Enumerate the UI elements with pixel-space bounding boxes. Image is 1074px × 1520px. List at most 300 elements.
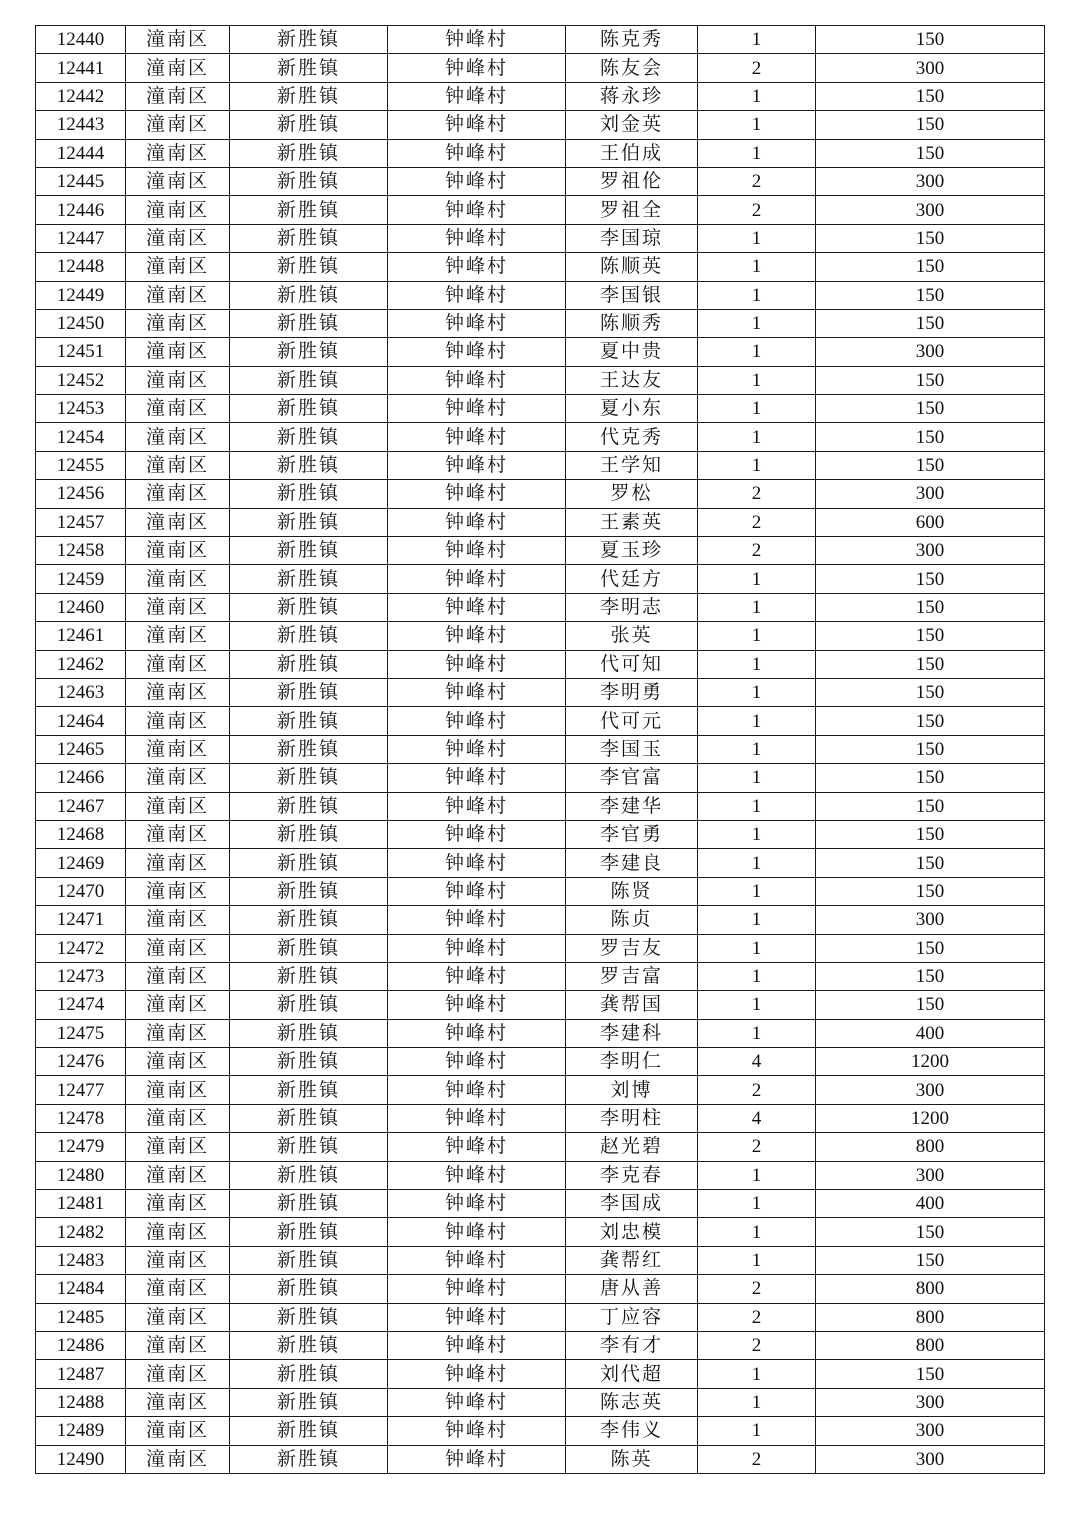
name-cell: 夏玉珍: [566, 537, 698, 565]
name-cell: 陈顺秀: [566, 309, 698, 337]
town-cell: 新胜镇: [230, 1275, 388, 1303]
count-cell: 1: [698, 877, 816, 905]
row-number-cell: 12473: [36, 962, 126, 990]
district-cell: 潼南区: [126, 1019, 230, 1047]
name-cell: 刘忠模: [566, 1218, 698, 1246]
table-row: [36, 792, 1045, 820]
village-cell: 钟峰村: [388, 593, 566, 621]
amount-cell: 300: [816, 1388, 1045, 1416]
row-number-cell: 12459: [36, 565, 126, 593]
row-number-cell: 12455: [36, 451, 126, 479]
name-cell: 李克春: [566, 1161, 698, 1189]
count-cell: 1: [698, 707, 816, 735]
district-cell: 潼南区: [126, 196, 230, 224]
row-number-cell: 12474: [36, 991, 126, 1019]
village-cell: 钟峰村: [388, 1104, 566, 1132]
row-number-cell: 12463: [36, 678, 126, 706]
count-cell: 1: [698, 962, 816, 990]
village-cell: 钟峰村: [388, 934, 566, 962]
town-cell: 新胜镇: [230, 1133, 388, 1161]
name-cell: 龚帮国: [566, 991, 698, 1019]
town-cell: 新胜镇: [230, 934, 388, 962]
count-cell: 2: [698, 1445, 816, 1473]
district-cell: 潼南区: [126, 565, 230, 593]
village-cell: 钟峰村: [388, 366, 566, 394]
count-cell: 1: [698, 309, 816, 337]
amount-cell: 150: [816, 1218, 1045, 1246]
table-row: [36, 820, 1045, 848]
count-cell: 1: [698, 991, 816, 1019]
town-cell: 新胜镇: [230, 678, 388, 706]
district-cell: 潼南区: [126, 451, 230, 479]
table-row: [36, 622, 1045, 650]
table-row: [36, 366, 1045, 394]
district-cell: 潼南区: [126, 1104, 230, 1132]
town-cell: 新胜镇: [230, 54, 388, 82]
amount-cell: 1200: [816, 1104, 1045, 1132]
name-cell: 李国成: [566, 1190, 698, 1218]
row-number-cell: 12477: [36, 1076, 126, 1104]
count-cell: 1: [698, 735, 816, 763]
village-cell: 钟峰村: [388, 1133, 566, 1161]
village-cell: 钟峰村: [388, 877, 566, 905]
village-cell: 钟峰村: [388, 1218, 566, 1246]
table-row: [36, 764, 1045, 792]
town-cell: 新胜镇: [230, 1360, 388, 1388]
name-cell: 李建科: [566, 1019, 698, 1047]
name-cell: 李明勇: [566, 678, 698, 706]
amount-cell: 400: [816, 1190, 1045, 1218]
amount-cell: 150: [816, 253, 1045, 281]
village-cell: 钟峰村: [388, 480, 566, 508]
row-number-cell: 12452: [36, 366, 126, 394]
name-cell: 李国玉: [566, 735, 698, 763]
amount-cell: 150: [816, 26, 1045, 54]
count-cell: 1: [698, 565, 816, 593]
village-cell: 钟峰村: [388, 1076, 566, 1104]
name-cell: 赵光碧: [566, 1133, 698, 1161]
row-number-cell: 12441: [36, 54, 126, 82]
row-number-cell: 12450: [36, 309, 126, 337]
count-cell: 1: [698, 395, 816, 423]
name-cell: 丁应容: [566, 1303, 698, 1331]
count-cell: 2: [698, 1303, 816, 1331]
village-cell: 钟峰村: [388, 991, 566, 1019]
town-cell: 新胜镇: [230, 508, 388, 536]
table-body: [36, 26, 1045, 1474]
town-cell: 新胜镇: [230, 1417, 388, 1445]
amount-cell: 150: [816, 366, 1045, 394]
count-cell: 1: [698, 338, 816, 366]
count-cell: 2: [698, 508, 816, 536]
name-cell: 李明仁: [566, 1048, 698, 1076]
district-cell: 潼南区: [126, 1360, 230, 1388]
town-cell: 新胜镇: [230, 735, 388, 763]
count-cell: 2: [698, 1076, 816, 1104]
name-cell: 李官富: [566, 764, 698, 792]
amount-cell: 150: [816, 82, 1045, 110]
district-cell: 潼南区: [126, 111, 230, 139]
town-cell: 新胜镇: [230, 423, 388, 451]
amount-cell: 300: [816, 537, 1045, 565]
table-row: [36, 167, 1045, 195]
count-cell: 4: [698, 1104, 816, 1132]
row-number-cell: 12447: [36, 224, 126, 252]
amount-cell: 800: [816, 1133, 1045, 1161]
village-cell: 钟峰村: [388, 1417, 566, 1445]
village-cell: 钟峰村: [388, 26, 566, 54]
amount-cell: 150: [816, 423, 1045, 451]
town-cell: 新胜镇: [230, 111, 388, 139]
district-cell: 潼南区: [126, 26, 230, 54]
amount-cell: 150: [816, 849, 1045, 877]
town-cell: 新胜镇: [230, 906, 388, 934]
row-number-cell: 12440: [36, 26, 126, 54]
amount-cell: 150: [816, 139, 1045, 167]
village-cell: 钟峰村: [388, 338, 566, 366]
amount-cell: 150: [816, 934, 1045, 962]
row-number-cell: 12485: [36, 1303, 126, 1331]
town-cell: 新胜镇: [230, 792, 388, 820]
row-number-cell: 12461: [36, 622, 126, 650]
name-cell: 陈顺英: [566, 253, 698, 281]
amount-cell: 150: [816, 1360, 1045, 1388]
count-cell: 2: [698, 1133, 816, 1161]
district-cell: 潼南区: [126, 366, 230, 394]
row-number-cell: 12462: [36, 650, 126, 678]
town-cell: 新胜镇: [230, 1104, 388, 1132]
table-row: [36, 1133, 1045, 1161]
district-cell: 潼南区: [126, 82, 230, 110]
amount-cell: 150: [816, 565, 1045, 593]
district-cell: 潼南区: [126, 707, 230, 735]
table-row: [36, 1076, 1045, 1104]
village-cell: 钟峰村: [388, 281, 566, 309]
table-row: [36, 1388, 1045, 1416]
district-cell: 潼南区: [126, 423, 230, 451]
amount-cell: 1200: [816, 1048, 1045, 1076]
name-cell: 王素英: [566, 508, 698, 536]
row-number-cell: 12475: [36, 1019, 126, 1047]
district-cell: 潼南区: [126, 1303, 230, 1331]
district-cell: 潼南区: [126, 1417, 230, 1445]
count-cell: 1: [698, 139, 816, 167]
table-row: [36, 877, 1045, 905]
village-cell: 钟峰村: [388, 1275, 566, 1303]
count-cell: 1: [698, 26, 816, 54]
town-cell: 新胜镇: [230, 196, 388, 224]
town-cell: 新胜镇: [230, 139, 388, 167]
district-cell: 潼南区: [126, 1331, 230, 1359]
row-number-cell: 12480: [36, 1161, 126, 1189]
count-cell: 2: [698, 167, 816, 195]
table-row: [36, 1417, 1045, 1445]
district-cell: 潼南区: [126, 764, 230, 792]
village-cell: 钟峰村: [388, 906, 566, 934]
town-cell: 新胜镇: [230, 309, 388, 337]
village-cell: 钟峰村: [388, 1303, 566, 1331]
name-cell: 陈英: [566, 1445, 698, 1473]
village-cell: 钟峰村: [388, 196, 566, 224]
town-cell: 新胜镇: [230, 224, 388, 252]
district-cell: 潼南区: [126, 1246, 230, 1274]
district-cell: 潼南区: [126, 1218, 230, 1246]
amount-cell: 800: [816, 1275, 1045, 1303]
village-cell: 钟峰村: [388, 224, 566, 252]
district-cell: 潼南区: [126, 934, 230, 962]
amount-cell: 300: [816, 906, 1045, 934]
town-cell: 新胜镇: [230, 167, 388, 195]
district-cell: 潼南区: [126, 253, 230, 281]
town-cell: 新胜镇: [230, 650, 388, 678]
table-row: [36, 593, 1045, 621]
row-number-cell: 12487: [36, 1360, 126, 1388]
table-row: [36, 423, 1045, 451]
district-cell: 潼南区: [126, 1048, 230, 1076]
village-cell: 钟峰村: [388, 82, 566, 110]
amount-cell: 150: [816, 111, 1045, 139]
town-cell: 新胜镇: [230, 1076, 388, 1104]
village-cell: 钟峰村: [388, 1360, 566, 1388]
row-number-cell: 12448: [36, 253, 126, 281]
table-row: [36, 508, 1045, 536]
district-cell: 潼南区: [126, 1161, 230, 1189]
row-number-cell: 12444: [36, 139, 126, 167]
name-cell: 李官勇: [566, 820, 698, 848]
row-number-cell: 12445: [36, 167, 126, 195]
count-cell: 1: [698, 1218, 816, 1246]
village-cell: 钟峰村: [388, 508, 566, 536]
village-cell: 钟峰村: [388, 1161, 566, 1189]
count-cell: 2: [698, 1331, 816, 1359]
town-cell: 新胜镇: [230, 82, 388, 110]
name-cell: 李明柱: [566, 1104, 698, 1132]
name-cell: 陈贞: [566, 906, 698, 934]
district-cell: 潼南区: [126, 962, 230, 990]
amount-cell: 150: [816, 877, 1045, 905]
table-row: [36, 678, 1045, 706]
district-cell: 潼南区: [126, 1133, 230, 1161]
town-cell: 新胜镇: [230, 1445, 388, 1473]
table-row: [36, 650, 1045, 678]
town-cell: 新胜镇: [230, 1019, 388, 1047]
row-number-cell: 12478: [36, 1104, 126, 1132]
town-cell: 新胜镇: [230, 338, 388, 366]
row-number-cell: 12443: [36, 111, 126, 139]
district-cell: 潼南区: [126, 906, 230, 934]
row-number-cell: 12483: [36, 1246, 126, 1274]
name-cell: 罗松: [566, 480, 698, 508]
name-cell: 李明志: [566, 593, 698, 621]
table-row: [36, 1331, 1045, 1359]
district-cell: 潼南区: [126, 593, 230, 621]
table-row: [36, 1104, 1045, 1132]
town-cell: 新胜镇: [230, 991, 388, 1019]
name-cell: 李有才: [566, 1331, 698, 1359]
table-row: [36, 934, 1045, 962]
row-number-cell: 12453: [36, 395, 126, 423]
village-cell: 钟峰村: [388, 309, 566, 337]
village-cell: 钟峰村: [388, 1331, 566, 1359]
district-cell: 潼南区: [126, 849, 230, 877]
town-cell: 新胜镇: [230, 26, 388, 54]
count-cell: 1: [698, 906, 816, 934]
row-number-cell: 12469: [36, 849, 126, 877]
row-number-cell: 12470: [36, 877, 126, 905]
count-cell: 1: [698, 423, 816, 451]
village-cell: 钟峰村: [388, 622, 566, 650]
name-cell: 陈贤: [566, 877, 698, 905]
table-row: [36, 196, 1045, 224]
row-number-cell: 12489: [36, 1417, 126, 1445]
amount-cell: 300: [816, 167, 1045, 195]
town-cell: 新胜镇: [230, 253, 388, 281]
village-cell: 钟峰村: [388, 707, 566, 735]
town-cell: 新胜镇: [230, 1246, 388, 1274]
row-number-cell: 12466: [36, 764, 126, 792]
count-cell: 1: [698, 253, 816, 281]
amount-cell: 150: [816, 622, 1045, 650]
town-cell: 新胜镇: [230, 1218, 388, 1246]
table-row: [36, 338, 1045, 366]
table-row: [36, 1161, 1045, 1189]
amount-cell: 300: [816, 480, 1045, 508]
town-cell: 新胜镇: [230, 1048, 388, 1076]
name-cell: 王学知: [566, 451, 698, 479]
district-cell: 潼南区: [126, 508, 230, 536]
amount-cell: 150: [816, 451, 1045, 479]
district-cell: 潼南区: [126, 167, 230, 195]
name-cell: 李建华: [566, 792, 698, 820]
district-cell: 潼南区: [126, 678, 230, 706]
row-number-cell: 12464: [36, 707, 126, 735]
row-number-cell: 12490: [36, 1445, 126, 1473]
table-row: [36, 537, 1045, 565]
amount-cell: 150: [816, 281, 1045, 309]
amount-cell: 150: [816, 650, 1045, 678]
count-cell: 1: [698, 678, 816, 706]
row-number-cell: 12458: [36, 537, 126, 565]
name-cell: 刘代超: [566, 1360, 698, 1388]
village-cell: 钟峰村: [388, 1246, 566, 1274]
amount-cell: 300: [816, 1161, 1045, 1189]
amount-cell: 300: [816, 54, 1045, 82]
name-cell: 李建良: [566, 849, 698, 877]
row-number-cell: 12481: [36, 1190, 126, 1218]
table-row: [36, 26, 1045, 54]
table-row: [36, 309, 1045, 337]
name-cell: 陈志英: [566, 1388, 698, 1416]
table-row: [36, 1218, 1045, 1246]
district-cell: 潼南区: [126, 1445, 230, 1473]
town-cell: 新胜镇: [230, 1190, 388, 1218]
district-cell: 潼南区: [126, 54, 230, 82]
village-cell: 钟峰村: [388, 1019, 566, 1047]
amount-cell: 300: [816, 196, 1045, 224]
amount-cell: 150: [816, 962, 1045, 990]
count-cell: 1: [698, 849, 816, 877]
district-cell: 潼南区: [126, 537, 230, 565]
amount-cell: 150: [816, 792, 1045, 820]
village-cell: 钟峰村: [388, 792, 566, 820]
district-cell: 潼南区: [126, 1190, 230, 1218]
name-cell: 李国琼: [566, 224, 698, 252]
row-number-cell: 12471: [36, 906, 126, 934]
village-cell: 钟峰村: [388, 1190, 566, 1218]
table-row: [36, 735, 1045, 763]
name-cell: 罗祖伦: [566, 167, 698, 195]
amount-cell: 150: [816, 309, 1045, 337]
row-number-cell: 12465: [36, 735, 126, 763]
name-cell: 罗祖全: [566, 196, 698, 224]
table-row: [36, 451, 1045, 479]
table-row: [36, 849, 1045, 877]
table-row: [36, 991, 1045, 1019]
village-cell: 钟峰村: [388, 565, 566, 593]
table-row: [36, 962, 1045, 990]
row-number-cell: 12472: [36, 934, 126, 962]
count-cell: 1: [698, 1360, 816, 1388]
count-cell: 1: [698, 366, 816, 394]
count-cell: 4: [698, 1048, 816, 1076]
count-cell: 1: [698, 820, 816, 848]
count-cell: 2: [698, 54, 816, 82]
count-cell: 1: [698, 792, 816, 820]
table-row: [36, 1445, 1045, 1473]
table-row: [36, 82, 1045, 110]
row-number-cell: 12460: [36, 593, 126, 621]
village-cell: 钟峰村: [388, 253, 566, 281]
town-cell: 新胜镇: [230, 480, 388, 508]
name-cell: 刘金英: [566, 111, 698, 139]
village-cell: 钟峰村: [388, 54, 566, 82]
district-cell: 潼南区: [126, 1076, 230, 1104]
village-cell: 钟峰村: [388, 735, 566, 763]
town-cell: 新胜镇: [230, 281, 388, 309]
name-cell: 陈友会: [566, 54, 698, 82]
name-cell: 代可知: [566, 650, 698, 678]
amount-cell: 800: [816, 1331, 1045, 1359]
village-cell: 钟峰村: [388, 537, 566, 565]
village-cell: 钟峰村: [388, 962, 566, 990]
count-cell: 1: [698, 650, 816, 678]
village-cell: 钟峰村: [388, 849, 566, 877]
amount-cell: 800: [816, 1303, 1045, 1331]
name-cell: 蒋永珍: [566, 82, 698, 110]
district-cell: 潼南区: [126, 792, 230, 820]
name-cell: 陈克秀: [566, 26, 698, 54]
count-cell: 1: [698, 1019, 816, 1047]
town-cell: 新胜镇: [230, 1388, 388, 1416]
village-cell: 钟峰村: [388, 167, 566, 195]
row-number-cell: 12446: [36, 196, 126, 224]
table-row: [36, 565, 1045, 593]
amount-cell: 150: [816, 735, 1045, 763]
table-row: [36, 1019, 1045, 1047]
town-cell: 新胜镇: [230, 565, 388, 593]
count-cell: 1: [698, 1190, 816, 1218]
table-row: [36, 224, 1045, 252]
district-cell: 潼南区: [126, 224, 230, 252]
town-cell: 新胜镇: [230, 962, 388, 990]
village-cell: 钟峰村: [388, 1048, 566, 1076]
table-row: [36, 281, 1045, 309]
village-cell: 钟峰村: [388, 1445, 566, 1473]
district-cell: 潼南区: [126, 309, 230, 337]
amount-cell: 150: [816, 593, 1045, 621]
amount-cell: 150: [816, 678, 1045, 706]
row-number-cell: 12457: [36, 508, 126, 536]
